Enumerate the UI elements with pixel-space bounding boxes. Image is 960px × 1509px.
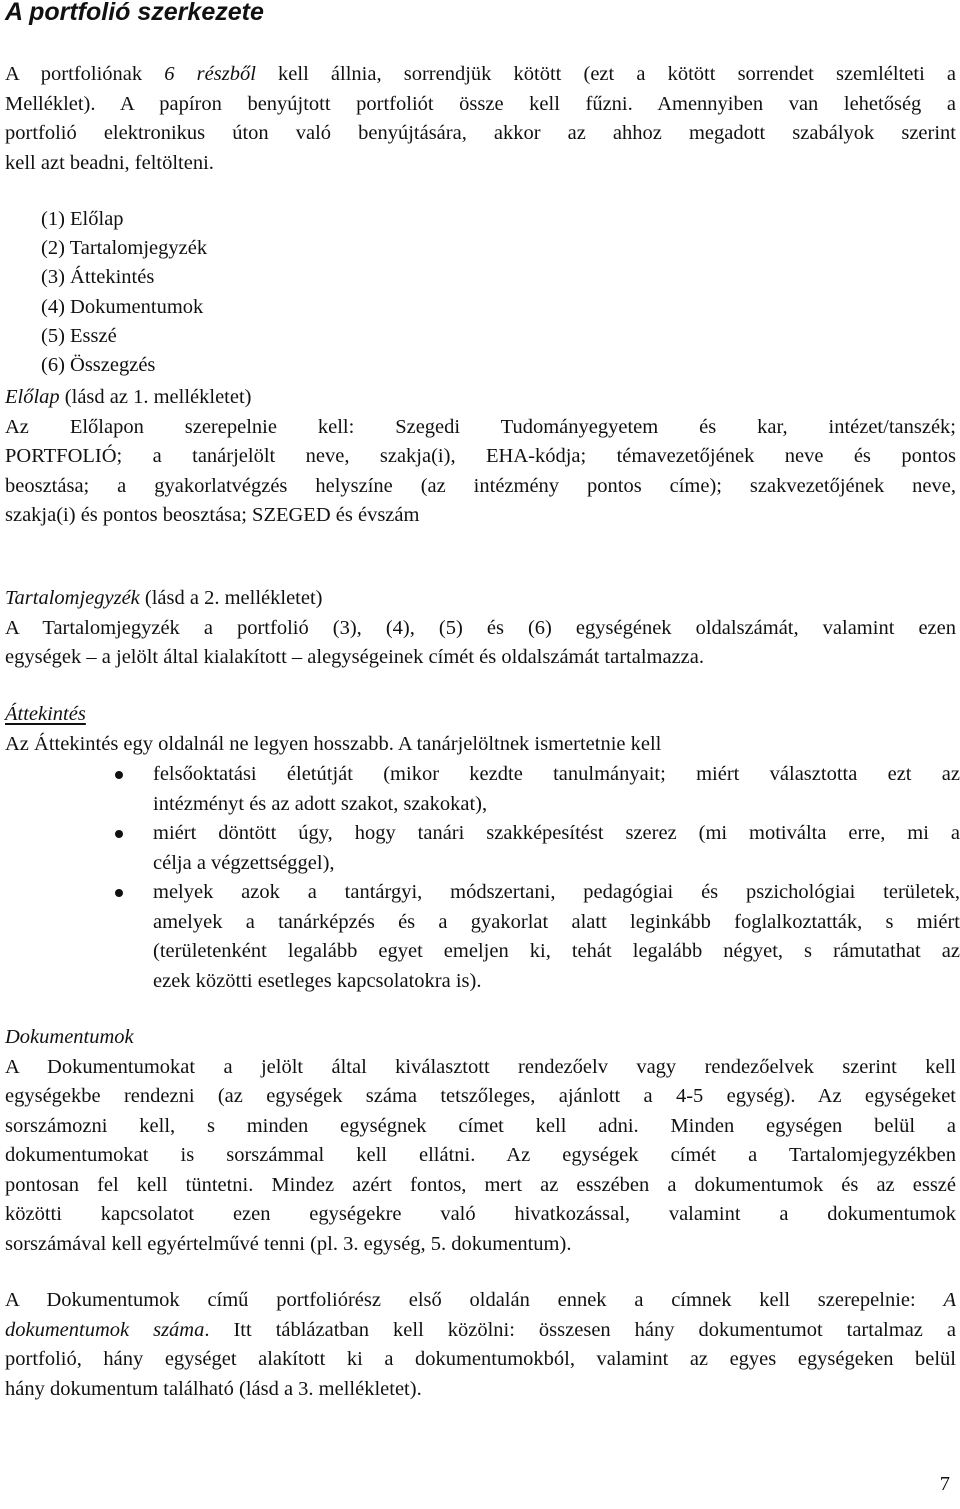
list-item: miért döntött úgy, hogy tanári szakképesítést szerez (mi motiválta erre, mi a célja a végzettséggel), <box>115 819 960 878</box>
intro-line-3: portfolió elektronikus úton való benyújtására, akkor az ahhoz megadott szabályok szerint <box>5 122 956 144</box>
list-item: (2) Tartalomjegyzék <box>41 237 208 260</box>
list-item: (3) Áttekintés <box>41 266 155 289</box>
attekintes-heading: Áttekintés <box>5 703 86 725</box>
list-item: melyek azok a tantárgyi, módszertani, pedagógiai és pszichológiai területek, amelyek a tanárképzés és a gyakorlat alatt leginkább foglalkoztatták, s miért (területenként legalább egyet emeljen ki, tehát legalább négyet, s rámutathat az ezek közötti esetleges kapcsolatokra is). <box>115 878 960 996</box>
bullet-icon <box>115 889 123 897</box>
list-item: (1) Előlap <box>41 208 124 230</box>
page-title: A portfolió szerkezete <box>5 0 264 26</box>
attekintes-section: Áttekintés Az Áttekintés egy oldalnál ne legyen hosszabb. A tanárjelöltnek ismertetnie kell <box>5 703 662 755</box>
bullet-icon <box>115 830 123 838</box>
list-item: felsőoktatási életútját (mikor kezdte tanulmányait; miért választotta ezt az intézményt és az adott szakot, szakokat), <box>115 760 960 819</box>
list-item: (4) Dokumentumok <box>41 295 204 318</box>
bullet-icon <box>115 771 123 779</box>
list-item: (6) Összegzés <box>41 354 156 377</box>
tartalom-section: Tartalomjegyzék (lásd a 2. mellékletet) A Tartalomjegyzék a portfolió (3), (4), (5) és (6) egységének oldalszámát, valamint ezen egységek – a jelölt által kialakított – alegységeinek címét és oldalszámát tartalmazza. <box>5 584 956 673</box>
dokumentumok-paragraph-2: A Dokumentumok című portfoliórész első oldalán ennek a címnek kell szerepelnie: A dokumentumok száma. Itt táblázatban kell közölni: összesen hány dokumentumot tartalmaz a portfolió, hány egységet alakított ki a dokumentumokból, valamint az egyes egységeken belül hány dokumentum található (lásd a 3. mellékletet). <box>5 1289 956 1400</box>
intro-line-2: Melléklet). A papíron benyújtott portfoliót össze kell fűzni. Amennyiben van lehetőség a <box>5 92 956 115</box>
intro-line-1: A portfoliónak 6 részből kell állnia, sorrendjük kötött (ezt a kötött sorrendet szemlélteti a <box>5 63 957 85</box>
intro-paragraph <box>5 60 956 178</box>
intro-line-4: kell azt beadni, feltölteni. <box>5 151 214 174</box>
tartalom-heading-line: Tartalomjegyzék (lásd a 2. mellékletet) <box>5 587 323 609</box>
elolap-heading-line: Előlap (lásd az 1. mellékletet) <box>5 386 252 408</box>
attekintes-bullet-list <box>115 760 960 996</box>
elolap-heading: Előlap <box>5 386 60 408</box>
portfolio-parts-list <box>41 205 207 380</box>
elolap-section: Előlap (lásd az 1. mellékletet) Az Előlapon szerepelnie kell: Szegedi Tudományegyetem és kar, intézet/tanszék; PORTFOLIÓ; a tanárjelölt neve, szakja(i), EHA-kódja; témavezetőjének neve és pontos beosztása; a gyakorlatvégzés helyszíne (az intézmény pontos címe); szakvezetőjének neve, szakja(i) és pontos beosztása; SZEGED és évszám <box>5 383 956 531</box>
page-number: 7 <box>939 1473 950 1495</box>
dokumentumok-heading: Dokumentumok <box>5 1026 134 1048</box>
list-item: (5) Esszé <box>41 324 117 347</box>
dokumentumok-section: Dokumentumok A Dokumentumokat a jelölt által kiválasztott rendezőelv vagy rendezőelvek szerint kell egységekbe rendezni (az egységek száma tetszőleges, ajánlott a 4-5 egység). Az egységeket sorszámozni kell, s minden egységnek címet kell adni. Minden egységen belül a dokumentumokat is sorszámmal kell ellátni. Az egységek címét a Tartalomjegyzékben pontosan fel kell tüntetni. Mindez azért fontos, mert az esszében a dokumentumok és az esszé közötti kapcsolatot ezen egységekre való hivatkozással, valamint a dokumentumok sorszámával kell egyértelművé tenni (pl. 3. egység, 5. dokumentum). <box>5 1026 956 1255</box>
tartalom-heading: Tartalomjegyzék <box>5 587 140 609</box>
